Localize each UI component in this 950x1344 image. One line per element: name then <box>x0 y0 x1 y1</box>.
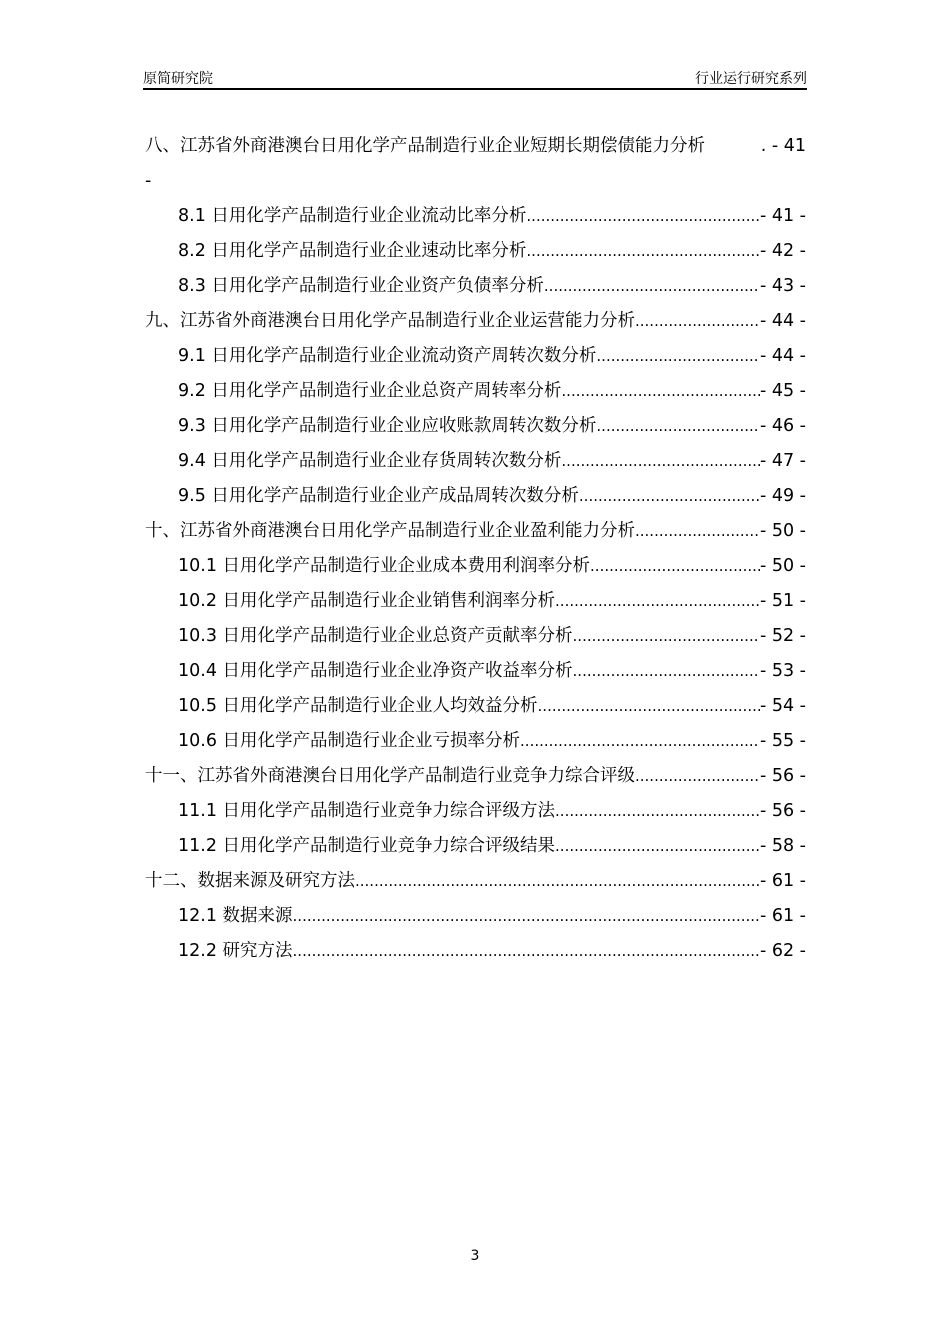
toc-entry[interactable] <box>145 797 806 832</box>
toc-entry-page: - 56 - <box>759 766 806 786</box>
toc-entry-title: 10.5 日用化学产品制造行业企业人均效益分析 <box>178 696 538 716</box>
toc-entry-title: 12.2 研究方法 <box>178 941 293 961</box>
dot-leader <box>293 937 760 965</box>
toc-entry-page: . - 41 <box>760 136 806 156</box>
toc-entry-page: - 58 - <box>759 836 806 856</box>
header-org: 原简研究院 <box>143 71 213 87</box>
dot-leader <box>555 587 760 615</box>
toc-entry-page: - 49 - <box>759 486 806 506</box>
toc-entry-title: 10.1 日用化学产品制造行业企业成本费用利润率分析 <box>178 556 591 576</box>
toc-entry-title: 九、江苏省外商港澳台日用化学产品制造行业企业运营能力分析 <box>145 311 635 331</box>
toc-entry-title: 12.1 数据来源 <box>178 906 293 926</box>
toc-entry[interactable] <box>145 342 806 377</box>
toc-entry[interactable] <box>145 552 806 587</box>
dot-leader <box>538 692 760 720</box>
dot-leader <box>526 237 760 265</box>
toc-entry-title: 11.1 日用化学产品制造行业竞争力综合评级方法 <box>178 801 556 821</box>
toc-entry-title: 10.2 日用化学产品制造行业企业销售利润率分析 <box>178 591 556 611</box>
toc-entry[interactable] <box>145 132 806 167</box>
dot-leader <box>355 867 760 895</box>
toc-entry-title: 10.3 日用化学产品制造行业企业总资产贡献率分析 <box>178 626 573 646</box>
toc-entry-title: 十二、数据来源及研究方法 <box>145 871 355 891</box>
toc-entry-page: - 44 - <box>759 311 806 331</box>
toc-entry-title: 11.2 日用化学产品制造行业竞争力综合评级结果 <box>178 836 556 856</box>
toc-entry-page: - 46 - <box>759 416 806 436</box>
page-number: 3 <box>470 1248 480 1264</box>
dot-leader <box>526 202 760 230</box>
toc-entry-title: 8.3 日用化学产品制造行业企业资产负债率分析 <box>178 276 544 296</box>
dot-leader <box>590 552 760 580</box>
toc-entry-page: - 44 - <box>759 346 806 366</box>
toc-entry-title: 10.6 日用化学产品制造行业企业亏损率分析 <box>178 731 521 751</box>
toc-entry[interactable] <box>145 832 806 867</box>
dot-leader <box>555 832 760 860</box>
toc-entry-page: - 50 - <box>759 556 806 576</box>
toc-entry-page: - 51 - <box>759 591 806 611</box>
dot-leader <box>561 377 760 405</box>
toc-entry[interactable] <box>145 657 806 692</box>
toc-entry[interactable] <box>145 272 806 307</box>
dot-leader <box>573 657 760 685</box>
header-series: 行业运行研究系列 <box>695 71 807 87</box>
dot-leader <box>635 307 760 335</box>
toc-entry[interactable] <box>145 517 806 552</box>
dot-leader <box>544 272 760 300</box>
toc-entry-page: - 61 - <box>759 871 806 891</box>
toc-entry[interactable] <box>145 237 806 272</box>
toc-entry[interactable] <box>145 692 806 727</box>
toc-entry[interactable] <box>145 902 806 937</box>
toc-entry-title: 8.2 日用化学产品制造行业企业速动比率分析 <box>178 241 527 261</box>
toc-entry[interactable] <box>145 412 806 447</box>
dot-leader <box>573 622 760 650</box>
dot-leader <box>520 727 760 755</box>
toc-entry-page: - 62 - <box>759 941 806 961</box>
toc-entry-title: 十、江苏省外商港澳台日用化学产品制造行业企业盈利能力分析 <box>145 521 635 541</box>
dot-leader <box>635 762 760 790</box>
toc-entry-page: - 55 - <box>759 731 806 751</box>
toc-entry-page: - 45 - <box>759 381 806 401</box>
toc-entry-title: 8.1 日用化学产品制造行业企业流动比率分析 <box>178 206 527 226</box>
toc-entry-title: 9.1 日用化学产品制造行业企业流动资产周转次数分析 <box>178 346 597 366</box>
toc-entry-page: - 41 - <box>759 206 806 226</box>
toc-entry-page: - 52 - <box>759 626 806 646</box>
toc-entry[interactable] <box>145 727 806 762</box>
dot-leader <box>293 902 760 930</box>
toc-entry-page: - 54 - <box>759 696 806 716</box>
table-of-contents <box>145 132 806 972</box>
toc-entry-title: 十一、江苏省外商港澳台日用化学产品制造行业竞争力综合评级 <box>145 766 635 786</box>
toc-entry-title: 9.2 日用化学产品制造行业企业总资产周转率分析 <box>178 381 562 401</box>
toc-entry[interactable] <box>145 762 806 797</box>
toc-entry-page: - 42 - <box>759 241 806 261</box>
dot-leader <box>561 447 760 475</box>
toc-entry[interactable] <box>145 482 806 517</box>
dot-leader <box>596 412 760 440</box>
toc-entry[interactable] <box>145 937 806 972</box>
toc-entry[interactable] <box>145 447 806 482</box>
toc-entry[interactable] <box>145 377 806 412</box>
dot-leader <box>596 342 760 370</box>
toc-entry-page: - 61 - <box>759 906 806 926</box>
page-header <box>143 66 807 90</box>
toc-entry-page: - 53 - <box>759 661 806 681</box>
toc-entry[interactable] <box>145 587 806 622</box>
toc-entry-continuation: - <box>145 171 152 191</box>
toc-entry[interactable] <box>145 307 806 342</box>
toc-entry-title: 9.5 日用化学产品制造行业企业产成品周转次数分析 <box>178 486 579 506</box>
toc-entry-page: - 56 - <box>759 801 806 821</box>
toc-entry-title: 10.4 日用化学产品制造行业企业净资产收益率分析 <box>178 661 573 681</box>
toc-entry[interactable] <box>145 622 806 657</box>
toc-entry-page: - 47 - <box>759 451 806 471</box>
dot-leader <box>555 797 760 825</box>
toc-entry-page: - 43 - <box>759 276 806 296</box>
toc-entry-title: 9.3 日用化学产品制造行业企业应收账款周转次数分析 <box>178 416 597 436</box>
toc-entry[interactable] <box>145 867 806 902</box>
dot-leader <box>635 517 760 545</box>
dot-leader <box>579 482 760 510</box>
toc-entry-title: 9.4 日用化学产品制造行业企业存货周转次数分析 <box>178 451 562 471</box>
toc-entry[interactable] <box>145 202 806 237</box>
toc-entry-title: 八、江苏省外商港澳台日用化学产品制造行业企业短期长期偿债能力分析 <box>145 136 705 156</box>
toc-entry-page: - 50 - <box>759 521 806 541</box>
